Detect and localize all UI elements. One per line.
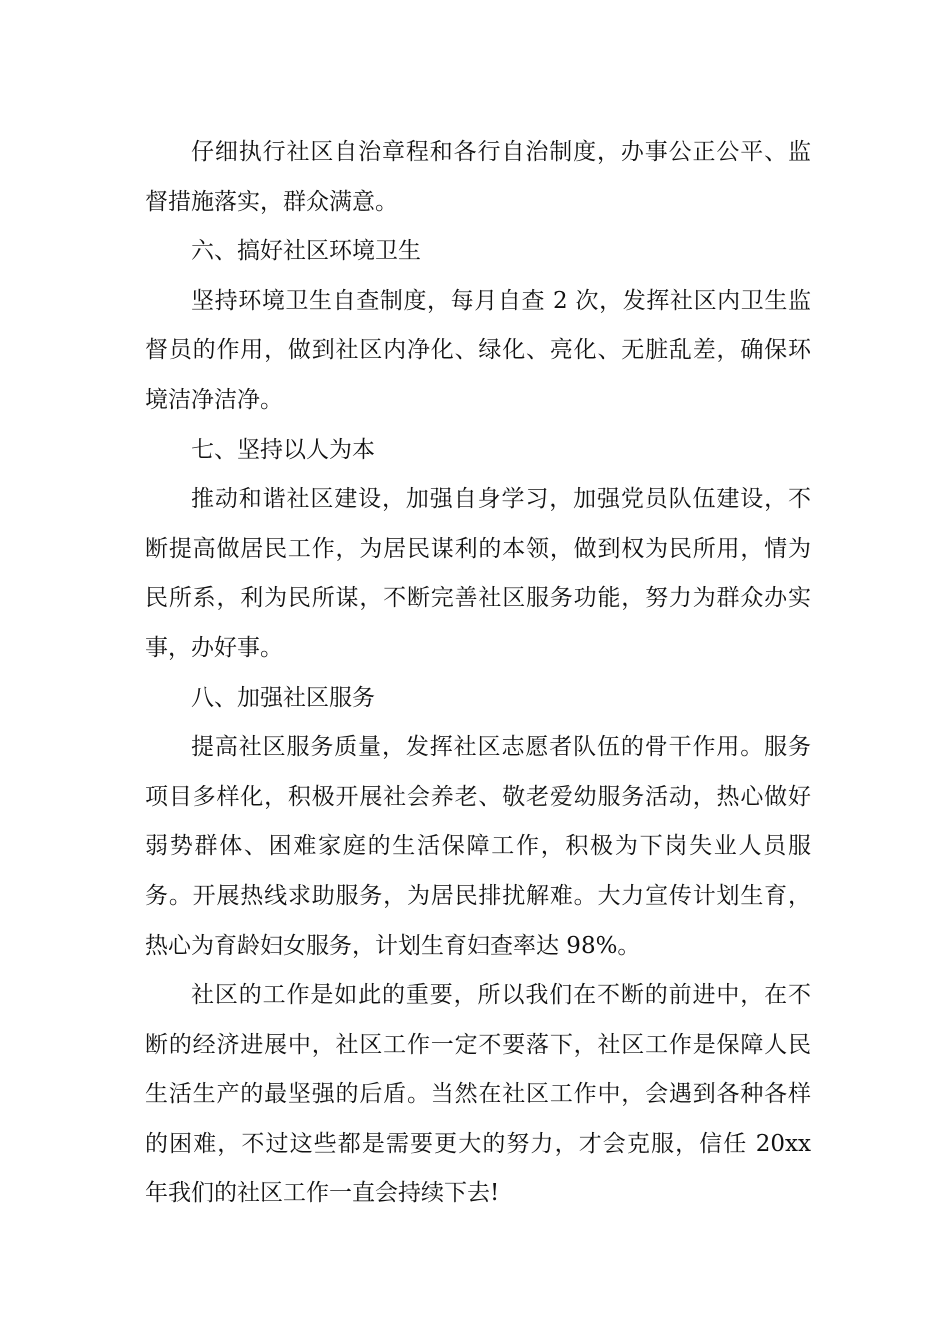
heading-people-oriented: 七、坚持以人为本 — [191, 436, 375, 463]
heading-environment-hygiene: 六、搞好社区环境卫生 — [191, 238, 421, 265]
paragraph-self-governance: 仔细执行社区自治章程和各行自治制度，办事公正公平、监督措施落实，群众满意。 — [145, 139, 811, 215]
paragraph-conclusion: 社区的工作是如此的重要，所以我们在不断的前进中，在不断的经济进展中，社区工作一定不要落下，社区工作是保障人民生活生产的最坚强的后盾。当然在社区工作中，会遇到各种各样的困难，不过这些都是需要更大的努力，才会克服，信任 20xx 年我们的社区工作一直会持续下去! — [145, 982, 811, 1207]
paragraph-community-service: 提高社区服务质量，发挥社区志愿者队伍的骨干作用。服务项目多样化，积极开展社会养老、敬老爱幼服务活动，热心做好弱势群体、困难家庭的生活保障工作，积极为下岗失业人员服务。开展热线求助服务，为居民排扰解难。大力宣传计划生育，热心为育龄妇女服务，计划生育妇查率达 98%。 — [145, 734, 811, 959]
document-body — [145, 128, 811, 1219]
heading-community-service: 八、加强社区服务 — [191, 684, 375, 711]
paragraph-people-oriented: 推动和谐社区建设，加强自身学习，加强党员队伍建设，不断提高做居民工作，为居民谋利的本领，做到权为民所用，情为民所系，利为民所谋，不断完善社区服务功能，努力为群众办实事，办好事。 — [145, 486, 811, 661]
paragraph-environment-hygiene: 坚持环境卫生自查制度，每月自查 2 次，发挥社区内卫生监督员的作用，做到社区内净化、绿化、亮化、无脏乱差，确保环境洁净洁净。 — [145, 287, 811, 413]
